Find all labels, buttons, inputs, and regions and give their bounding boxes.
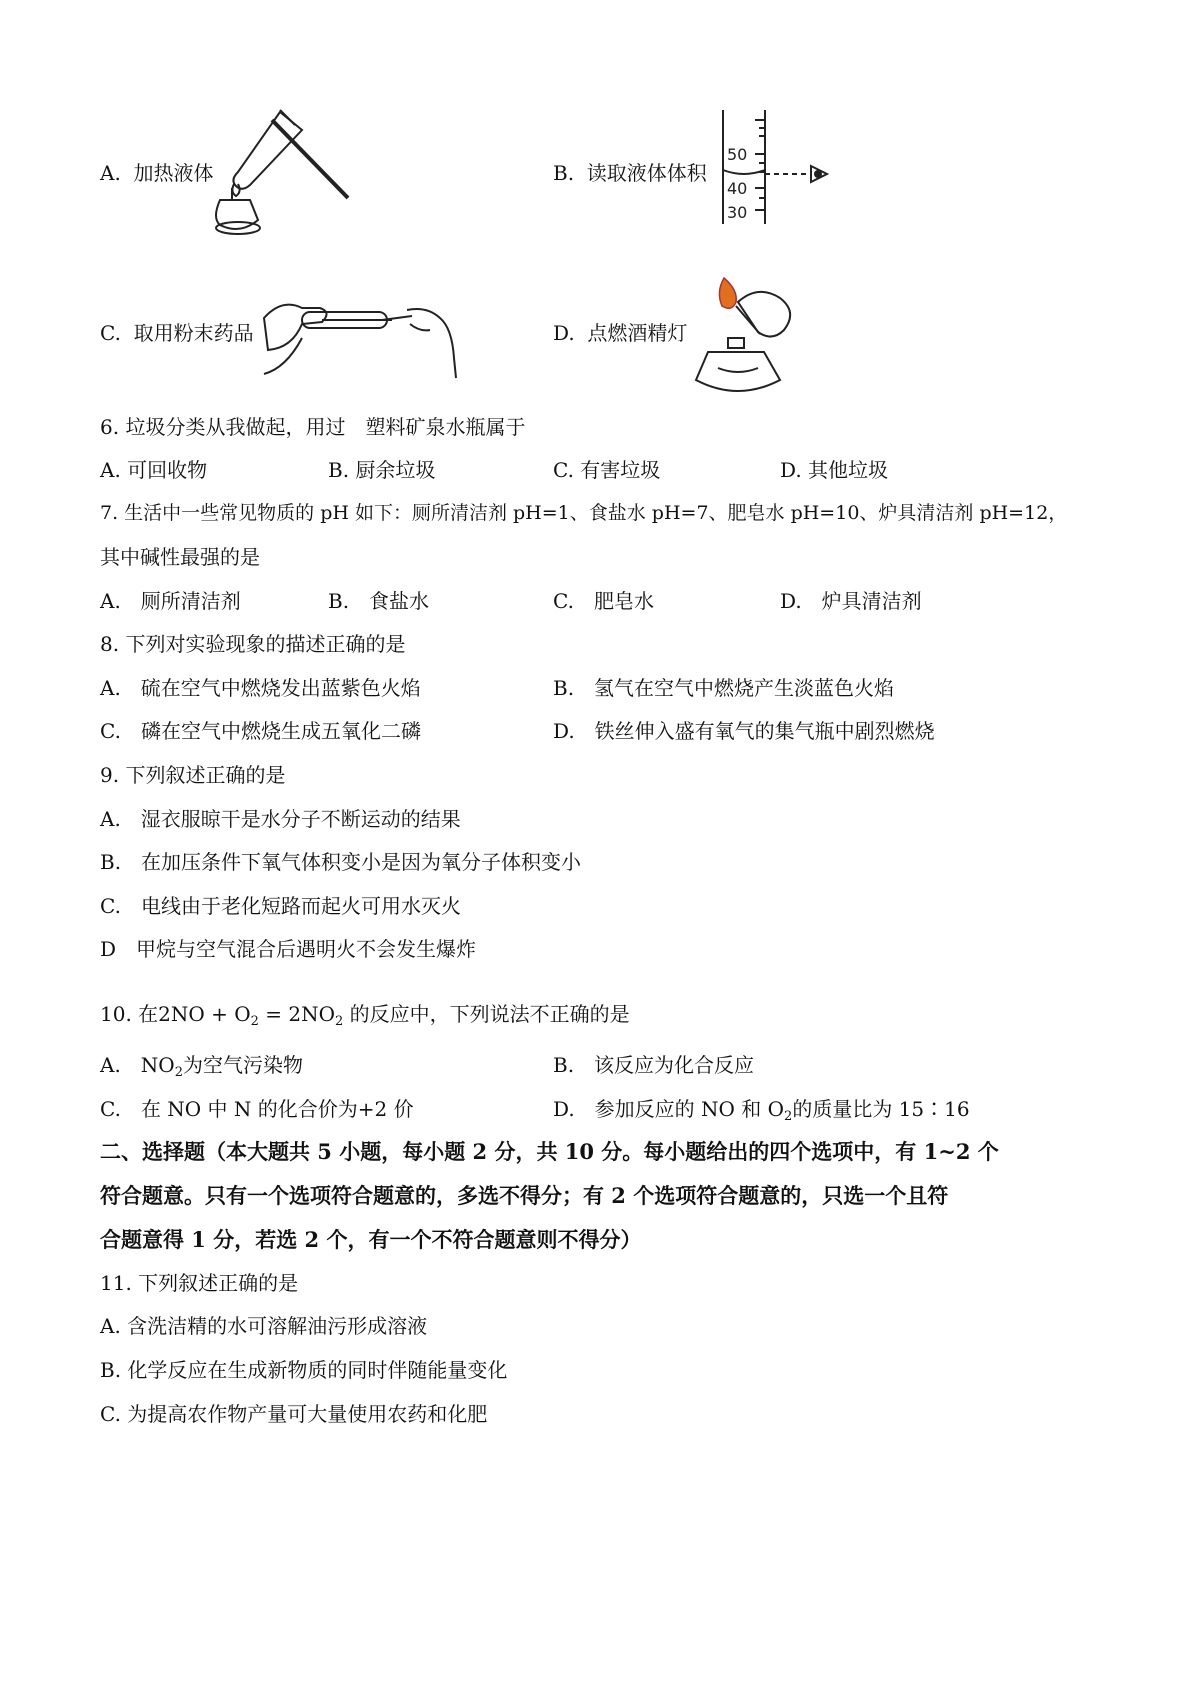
lighting-alcohol-lamp-illustration: [688, 272, 813, 400]
q8-option-c: C. 磷在空气中燃烧生成五氧化二磷: [100, 719, 421, 743]
q7-option-c: C. 肥皂水: [553, 589, 654, 613]
q5-option-b: B. 读取液体体积: [553, 161, 707, 185]
q10-stem: 10. 在$2NO + O_2 = 2NO_2$ 的反应中，下列说法不正确的是: [100, 1002, 630, 1029]
q9-stem: 9. 下列叙述正确的是: [100, 763, 286, 787]
heating-liquid-illustration: [210, 100, 360, 245]
q6-option-c: C. 有害垃圾: [553, 458, 661, 482]
q8-option-a: A. 硫在空气中燃烧发出蓝紫色火焰: [100, 676, 421, 700]
tick-label-50: 50: [727, 145, 748, 164]
q5-option-c: C. 取用粉末药品: [100, 321, 254, 345]
section2-heading-line1: 二、选择题（本大题共 5 小题，每小题 2 分，共 10 分。每小题给出的四个选项中，有 1~2 个: [100, 1139, 999, 1164]
q8-option-b: B. 氢气在空气中燃烧产生淡蓝色火焰: [553, 676, 895, 700]
q7-stem-line1: 7. 生活中一些常见物质的 pH 如下：厕所清洁剂 pH=1、食盐水 pH=7、肥皂水 pH=10、炉具清洁剂 pH=12，: [100, 502, 1068, 524]
q9-option-b: B. 在加压条件下氧气体积变小是因为氧分子体积变小: [100, 850, 582, 874]
q10-equation: $2NO + O_2 = 2NO_2$: [158, 1002, 344, 1029]
q9-option-d: D 甲烷与空气混合后遇明火不会发生爆炸: [100, 937, 477, 961]
q11-option-b: B. 化学反应在生成新物质的同时伴随能量变化: [100, 1358, 508, 1382]
q10-option-a: A. $NO_2$为空气污染物: [100, 1053, 303, 1080]
q11-option-a: A. 含洗洁精的水可溶解油污形成溶液: [100, 1314, 428, 1338]
section2-heading-line3: 合题意得 1 分，若选 2 个，有一个不符合题意则不得分）: [100, 1227, 642, 1252]
q6-option-a: A. 可回收物: [100, 458, 208, 482]
q11-stem: 11. 下列叙述正确的是: [100, 1271, 299, 1295]
q7-option-a: A. 厕所清洁剂: [100, 589, 241, 613]
q11-option-c: C. 为提高农作物产量可大量使用农药和化肥: [100, 1402, 488, 1426]
q8-stem: 8. 下列对实验现象的描述正确的是: [100, 632, 406, 656]
q9-option-c: C. 电线由于老化短路而起火可用水灭火: [100, 894, 461, 918]
q7-stem-line2: 其中碱性最强的是: [100, 545, 260, 569]
graduated-cylinder-illustration: [715, 108, 845, 226]
tick-label-30: 30: [727, 203, 748, 222]
q10-option-c: C. 在 NO 中 N 的化合价为+2 价: [100, 1097, 414, 1121]
tick-label-40: 40: [727, 179, 748, 198]
q5-option-d: D. 点燃酒精灯: [553, 321, 688, 345]
q5-option-a: A. 加热液体: [100, 161, 214, 185]
q6-option-d: D. 其他垃圾: [780, 458, 889, 482]
q10-option-d: D. 参加反应的 NO 和 $O_2$的质量比为 15∶16: [553, 1097, 970, 1124]
q8-option-d: D. 铁丝伸入盛有氧气的集气瓶中剧烈燃烧: [553, 719, 935, 743]
powder-sampling-illustration: [262, 288, 467, 380]
q6-stem: 6. 垃圾分类从我做起，用过 塑料矿泉水瓶属于: [100, 415, 526, 439]
q9-option-a: A. 湿衣服晾干是水分子不断运动的结果: [100, 807, 461, 831]
q7-option-d: D. 炉具清洁剂: [780, 589, 922, 613]
q10-option-b: B. 该反应为化合反应: [553, 1053, 755, 1077]
q7-option-b: B. 食盐水: [328, 589, 430, 613]
section2-heading-line2: 符合题意。只有一个选项符合题意的，多选不得分；有 2 个选项符合题意的，只选一个且符: [100, 1183, 949, 1208]
q6-option-b: B. 厨余垃圾: [328, 458, 436, 482]
